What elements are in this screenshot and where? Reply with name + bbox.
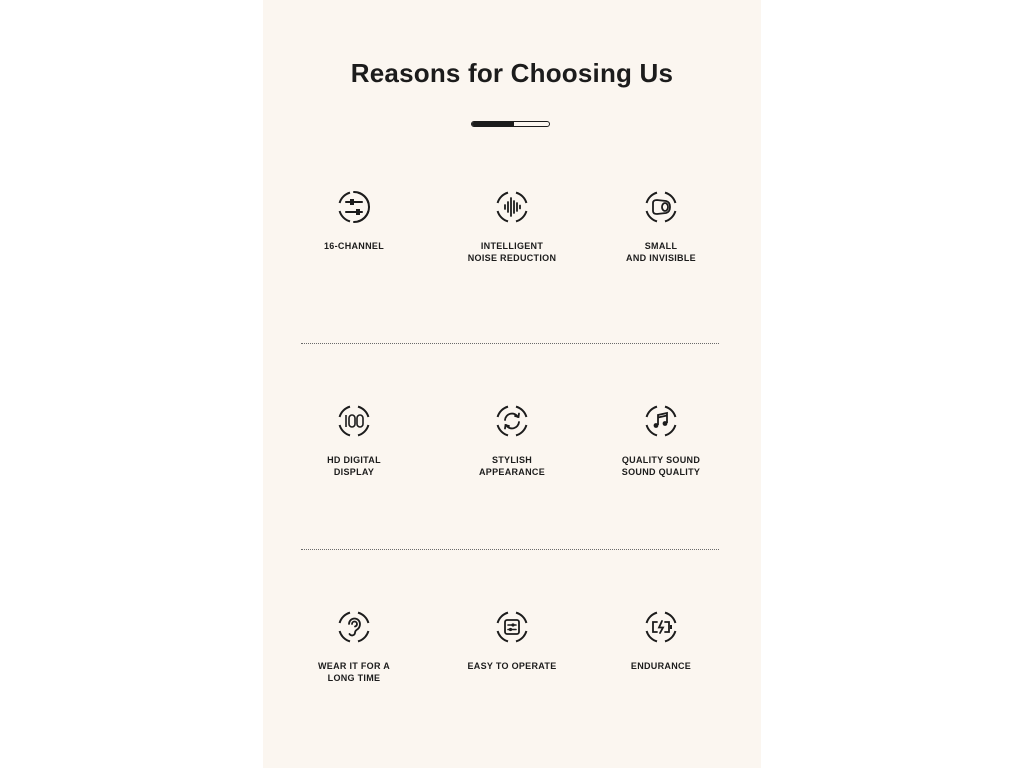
feature-label: WEAR IT FOR A LONG TIME [317,661,391,683]
feature-hd-display [279,404,429,478]
feature-label: HD DIGITAL DISPLAY [327,455,381,477]
settings-sliders-icon [495,610,529,644]
sound-wave-icon [495,190,529,224]
feature-label: QUALITY SOUND SOUND QUALITY [621,455,701,477]
equalizer-icon [337,190,371,224]
feature-16-channel [279,190,429,252]
feature-label: INTELLIGENT NOISE REDUCTION [467,241,557,263]
feature-label: SMALL AND INVISIBLE [626,241,696,263]
ear-icon [337,610,371,644]
music-note-icon [644,404,678,438]
feature-wear-long-time [279,610,429,684]
features-panel [263,0,761,768]
feature-label: ENDURANCE [630,661,692,671]
feature-label: STYLISH APPEARANCE [478,455,545,477]
digital-display-icon [337,404,371,438]
feature-quality-sound [586,404,736,478]
feature-endurance [586,610,736,672]
feature-noise-reduction [437,190,587,264]
divider [301,549,719,550]
page-title: Reasons for Choosing Us [350,58,674,88]
divider [301,343,719,344]
earbud-icon [644,190,678,224]
progress-fill [472,122,514,126]
refresh-icon [495,404,529,438]
feature-label: 16-CHANNEL [323,241,384,251]
feature-stylish-appearance [437,404,587,478]
feature-small-invisible [586,190,736,264]
feature-label: EASY TO OPERATE [467,661,557,671]
progress-bar [471,121,550,127]
feature-easy-operate [437,610,587,672]
battery-charge-icon [644,610,678,644]
